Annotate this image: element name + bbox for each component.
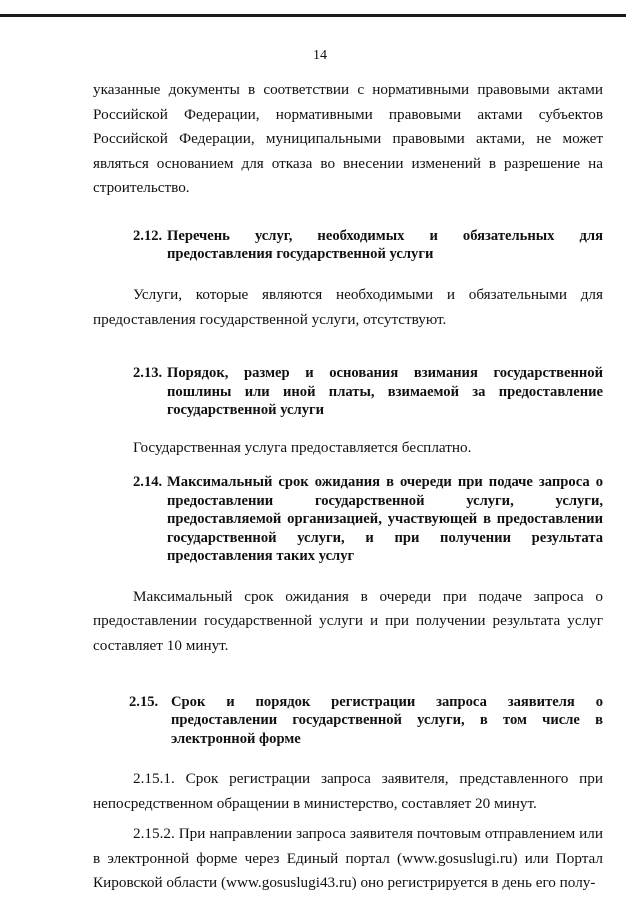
section-title: Порядок, размер и основания взимания государственной пошлины или иной платы, взимаемой за предоставление государственной услуги <box>167 365 603 419</box>
section-heading-2-15 <box>93 693 603 749</box>
section-number: 2.13. <box>133 365 163 382</box>
section-heading-2-14 <box>93 473 603 566</box>
section-body-2-13: Государственная услуга предоставляется бесплатно. <box>133 438 472 456</box>
section-number: 2.12. <box>133 227 163 244</box>
section-body-2-12: Услуги, которые являются необходимыми и обязательными для предоставления государственной услуги, отсутствуют. <box>93 285 603 328</box>
section-title: Срок и порядок регистрации запроса заявителя о предоставлении государственной услуги, в том числе в электронной форме <box>171 693 603 747</box>
document-body <box>93 78 603 896</box>
section-item-2-15-1: 2.15.1. Срок регистрации запроса заявителя, представленного при непосредственном обращении в министерство, составляет 20 минут. <box>93 770 603 812</box>
section-title: Перечень услуг, необходимых и обязательных для предоставления государственной услуги <box>167 227 603 263</box>
top-rule <box>0 14 626 17</box>
section-title: Максимальный срок ожидания в очереди при подаче запроса о предоставлении государственной услуги, услуги, предоставляемой организацией, участвующей в предоставлении государственной услуги, и при получении результата предоставления таких услуг <box>167 474 603 565</box>
section-number: 2.15. <box>129 693 159 710</box>
section-body-2-14: Максимальный срок ожидания в очереди при подаче запроса о предоставлении государственной услуги и при получении результата услуг составляет 10 минут. <box>93 587 603 654</box>
page-number: 14 <box>313 48 327 63</box>
section-heading-2-12 <box>93 227 603 264</box>
section-item-2-15-2: 2.15.2. При направлении запроса заявителя почтовым отправлением или в электронной форме через Единый портал (www.gosuslugi.ru) или Портал Кировской области (www.gosuslugi43.ru) оно регистрируется в день его полу- <box>93 825 603 892</box>
section-heading-2-13 <box>93 364 603 420</box>
intro-paragraph: указанные документы в соответствии с нормативными правовыми актами Российской Федерации, нормативными правовыми актами субъектов Российской Федерации, муниципальными правовыми актами, не может являться основанием для отказа во внесении изменений в разрешение на строительство. <box>93 81 603 197</box>
section-number: 2.14. <box>133 474 163 491</box>
